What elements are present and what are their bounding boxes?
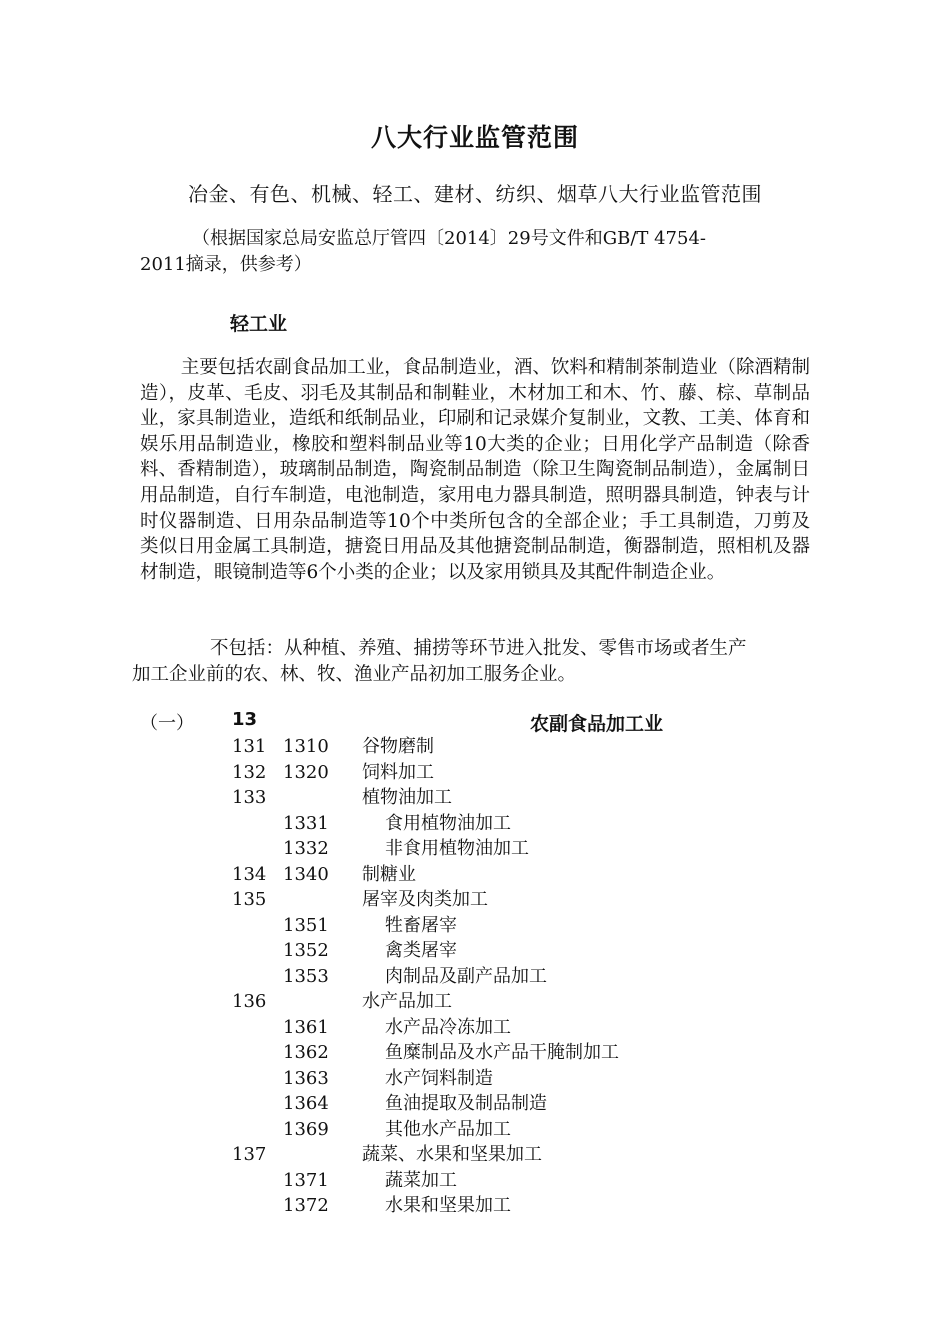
class-name: 制糖业 bbox=[362, 863, 416, 885]
class-name: 水产品冷冻加工 bbox=[385, 1016, 511, 1038]
small-class-code: 1332 bbox=[283, 838, 329, 859]
page-subtitle: 冶金、有色、机械、轻工、建材、纺织、烟草八大行业监管范围 bbox=[188, 182, 762, 206]
exclusion-note bbox=[132, 636, 812, 687]
classification-row bbox=[0, 913, 950, 939]
small-class-code: 1340 bbox=[283, 863, 329, 885]
class-name: 水产品加工 bbox=[362, 991, 452, 1012]
class-name: 饲料加工 bbox=[362, 761, 434, 783]
small-class-code: 1361 bbox=[283, 1016, 329, 1038]
body-text bbox=[140, 355, 810, 585]
small-class-code: 1372 bbox=[283, 1195, 329, 1216]
classification-row bbox=[0, 1040, 950, 1066]
small-class-code: 1362 bbox=[283, 1042, 329, 1063]
classification-row bbox=[0, 887, 950, 913]
mid-class-code: 136 bbox=[232, 991, 267, 1012]
classification-row bbox=[0, 734, 950, 760]
mid-class-code: 134 bbox=[232, 863, 267, 885]
class-name: 植物油加工 bbox=[362, 787, 452, 808]
class-name: 蔬菜、水果和坚果加工 bbox=[362, 1144, 542, 1165]
section-heading: 轻工业 bbox=[230, 313, 288, 335]
class-name: 蔬菜加工 bbox=[385, 1169, 457, 1191]
body-paragraph: 主要包括农副食品加工业，食品制造业，酒、饮料和精制茶制造业（除酒精制造），皮革、毛皮、羽毛及其制品和制鞋业，木材加工和木、竹、藤、棕、草制品业，家具制造业，造纸和纸制品业，印刷和记录媒介复制业，文教、工美、体育和娱乐用品制造业，橡胶和塑料制品业等10大类的企业；日用化学产品制造（除香料、香精制造），玻璃制品制造，陶瓷制品制造（除卫生陶瓷制品制造），金属制日用品制造，自行车制造，电池制造，家用电力器具制造，照明器具制造，钟表与计时仪器制造、日用杂品制造等10个中类所包含的全部企业；手工具制造，刀剪及类似日用金属工具制造，搪瓷日用品及其他搪瓷制品制造，衡器制造，照相机及器材制造，眼镜制造等6个小类的企业；以及家用锁具及其配件制造企业。 bbox=[140, 357, 810, 583]
small-class-code: 1369 bbox=[283, 1118, 329, 1140]
classification-row bbox=[0, 989, 950, 1015]
classification-row bbox=[0, 1142, 950, 1168]
classification-row bbox=[0, 862, 950, 888]
source-note-line2: 2011摘录，供参考） bbox=[140, 254, 312, 275]
class-name: 水果和坚果加工 bbox=[385, 1195, 511, 1216]
class-name: 水产饲料制造 bbox=[385, 1067, 493, 1089]
small-class-code: 1310 bbox=[283, 736, 329, 757]
exclusion-line1: 不包括：从种植、养殖、捕捞等环节进入批发、零售市场或者生产 bbox=[210, 638, 747, 659]
class-name: 谷物磨制 bbox=[362, 736, 434, 757]
source-note bbox=[140, 226, 820, 278]
class-name: 食用植物油加工 bbox=[385, 812, 511, 834]
mid-class-code: 131 bbox=[232, 736, 267, 757]
class-name: 非食用植物油加工 bbox=[385, 838, 529, 859]
class-name: 鱼糜制品及水产品干腌制加工 bbox=[385, 1042, 619, 1063]
classification-row bbox=[0, 1015, 950, 1041]
source-note-line1: （根据国家总局安监总厅管四〔2014〕29号文件和GB/T 4754- bbox=[192, 228, 706, 249]
class-name: 屠宰及肉类加工 bbox=[362, 889, 488, 910]
classification-row bbox=[0, 760, 950, 786]
classification-row bbox=[0, 1091, 950, 1117]
small-class-code: 1364 bbox=[283, 1093, 329, 1114]
small-class-code: 1353 bbox=[283, 965, 329, 987]
small-class-code: 1320 bbox=[283, 761, 329, 783]
classification-row bbox=[0, 811, 950, 837]
category-name: 农副食品加工业 bbox=[530, 713, 664, 735]
classification-row bbox=[0, 1066, 950, 1092]
page-title: 八大行业监管范围 bbox=[370, 123, 579, 152]
classification-row bbox=[0, 1193, 950, 1219]
mid-class-code: 137 bbox=[232, 1144, 267, 1165]
small-class-code: 1371 bbox=[283, 1169, 329, 1191]
class-name: 肉制品及副产品加工 bbox=[385, 965, 547, 987]
class-name: 其他水产品加工 bbox=[385, 1118, 511, 1140]
mid-class-code: 133 bbox=[232, 787, 267, 808]
classification-row bbox=[0, 785, 950, 811]
classification-row bbox=[0, 964, 950, 990]
class-name: 鱼油提取及制品制造 bbox=[385, 1093, 547, 1114]
mid-class-code: 132 bbox=[232, 761, 267, 783]
category-code: 13 bbox=[232, 709, 258, 730]
classification-row bbox=[0, 1168, 950, 1194]
small-class-code: 1363 bbox=[283, 1067, 329, 1089]
mid-class-code: 135 bbox=[232, 889, 267, 910]
classification-row bbox=[0, 1117, 950, 1143]
classification-row bbox=[0, 938, 950, 964]
class-name: 牲畜屠宰 bbox=[385, 914, 457, 936]
small-class-code: 1351 bbox=[283, 914, 329, 936]
exclusion-line2: 加工企业前的农、林、牧、渔业产品初加工服务企业。 bbox=[132, 663, 577, 685]
classification-list bbox=[0, 734, 950, 1219]
category-label: （一） bbox=[140, 713, 194, 734]
classification-row bbox=[0, 836, 950, 862]
class-name: 禽类屠宰 bbox=[385, 940, 457, 961]
small-class-code: 1331 bbox=[283, 812, 329, 834]
small-class-code: 1352 bbox=[283, 940, 329, 961]
